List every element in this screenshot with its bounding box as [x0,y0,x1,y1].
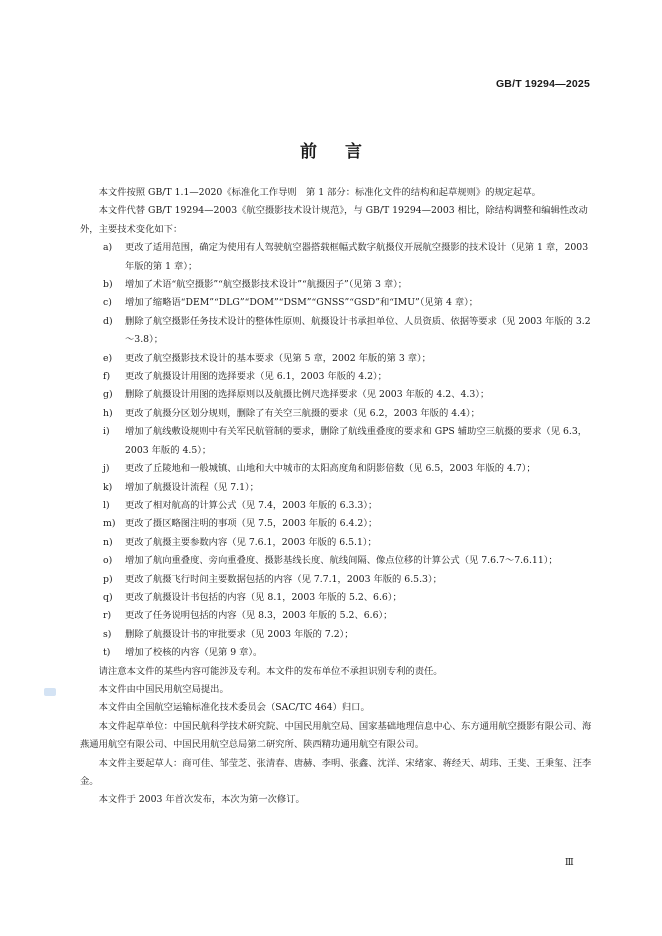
item-label: l) [103,499,110,511]
item-label: o) [103,555,113,567]
item-label: f) [103,371,111,383]
margin-mark [44,688,56,696]
item-text: 更改了任务说明包括的内容（见 8.3，2003 年版的 5.2、6.6）； [125,610,393,622]
drafters-paragraph: 本文件主要起草人：商可佳、邹莹芝、张清春、唐赫、李明、张鑫、沈洋、宋绪家、蒋经天、胡玮、王斐、王秉玺、汪李金。 [80,757,592,787]
change-item-o [80,552,592,570]
item-label: d) [103,315,113,327]
item-text: 删除了航摄设计用图的选择原则以及航摄比例尺选择要求（见 2003 年版的 4.2、4.3）； [125,389,490,401]
item-text: 增加了校核的内容（见第 9 章）。 [125,647,263,659]
page-number: Ⅲ [565,858,574,868]
item-text: 更改了航摄分区划分规则，删除了有关空三航摄的要求（见 6.2，2003 年版的 4.4）； [125,407,480,419]
item-text: 更改了航摄主要参数内容（见 7.6.1，2003 年版的 6.5.1）； [125,536,377,548]
item-text: 增加了缩略语“DEM”“DLG”“DOM”“DSM”“GNSS”“GSD”和“IMU”（见第 4 章）； [125,297,479,309]
change-item-p [80,571,592,589]
drafting-units-paragraph: 本文件起草单位：中国民航科学技术研究院、中国民用航空局、国家基础地理信息中心、东方通用航空摄影有限公司、海燕通用航空有限公司、中国民用航空总局第二研究所、陕西精功通用航空有限公司。 [80,720,592,751]
item-text: 增加了术语“航空摄影”“航空摄影技术设计”“航摄因子”（见第 3 章）； [125,279,408,291]
item-label: j) [103,463,110,475]
committee-paragraph: 本文件由全国航空运输标准化技术委员会（SAC/TC 464）归口。 [98,702,370,714]
history-paragraph: 本文件于 2003 年首次发布，本次为第一次修订。 [98,794,305,806]
change-item-c [80,294,592,312]
patent-notice: 请注意本文件的某些内容可能涉及专利。本文件的发布单位不承担识别专利的责任。 [98,665,443,677]
paragraph: 本文件按照 GB/T 1.1—2020《标准化工作导则 第 1 部分：标准化文件的结构和起草规则》的规定起草。 [98,187,541,198]
change-item-h [80,405,592,423]
item-text: 更改了航摄设计书包括的内容（见 8.1，2003 年版的 5.2、6.6）； [125,591,402,603]
change-item-s [80,626,592,644]
item-label: m) [103,518,116,530]
item-text: 更改了航摄飞行时间主要数据包括的内容（见 7.7.1，2003 年版的 6.5.3）； [125,573,442,585]
standard-code: GB/T 19294—2025 [495,78,590,90]
proposer-paragraph: 本文件由中国民用航空局提出。 [98,683,229,695]
page-title: 前言 [300,142,390,162]
item-text: 更改了丘陵地和一般城镇、山地和大中城市的太阳高度角和阴影倍数（见 6.5，2003 年版的 4.7）； [125,463,536,475]
document-body [80,184,592,810]
change-item-e [80,350,592,368]
item-text: 增加了航线敷设规则中有关军民航管制的要求，删除了航线重叠度的要求和 GPS 辅助空三航摄的要求（见 6.3，2003 年版的 4.5）； [125,426,588,456]
item-label: a) [103,242,113,254]
item-text: 更改了航空摄影技术设计的基本要求（见第 5 章，2002 年版的第 3 章）； [125,352,431,364]
item-label: e) [103,352,113,364]
change-item-l [80,497,592,515]
item-label: i) [103,426,110,438]
paragraph: 本文件代替 GB/T 19294—2003《航空摄影技术设计规范》，与 GB/T 19294—2003 相比，除结构调整和编辑性改动外，主要技术变化如下： [80,205,588,235]
change-item-q [80,589,592,607]
item-label: k) [103,481,113,493]
change-item-r [80,607,592,625]
item-label: c) [103,297,112,309]
item-label: b) [103,279,113,291]
item-text: 更改了相对航高的计算公式（见 7.4，2003 年版的 6.3.3）； [125,499,378,511]
item-text: 删除了航空摄影任务技术设计的整体性原则、航摄设计书承担单位、人员资质、依据等要求（见 2003 年版的 3.2～3.8）； [125,315,591,346]
item-label: n) [103,536,113,548]
change-item-t [80,644,592,662]
change-item-g [80,386,592,404]
change-item-a [80,239,592,276]
item-text: 更改了摄区略图注明的事项（见 7.5，2003 年版的 6.4.2）； [125,518,378,530]
item-label: q) [103,591,113,603]
item-label: g) [103,389,113,401]
change-item-i [80,423,592,460]
change-item-n [80,534,592,552]
item-text: 更改了航摄设计用图的选择要求（见 6.1，2003 年版的 4.2）； [125,371,387,383]
change-item-m [80,515,592,533]
item-label: r) [103,610,112,622]
item-text: 增加了航向重叠度、旁向重叠度、摄影基线长度、航线间隔、像点位移的计算公式（见 7.6.7～7.6.11）； [125,555,558,567]
item-label: t) [103,647,111,659]
item-text: 删除了航摄设计书的审批要求（见 2003 年版的 7.2）； [125,628,354,640]
item-text: 更改了适用范围，确定为使用有人驾驶航空器搭载框幅式数字航摄仪开展航空摄影的技术设计（见第 1 章，2003 年版的第 1 章）； [125,242,589,272]
item-label: s) [103,628,112,640]
item-label: p) [103,573,113,585]
change-item-b [80,276,592,294]
change-item-k [80,479,592,497]
item-label: h) [103,407,113,419]
item-text: 增加了航摄设计流程（见 7.1）； [125,481,259,493]
change-item-d [80,313,592,350]
change-item-j [80,460,592,478]
change-item-f [80,368,592,386]
